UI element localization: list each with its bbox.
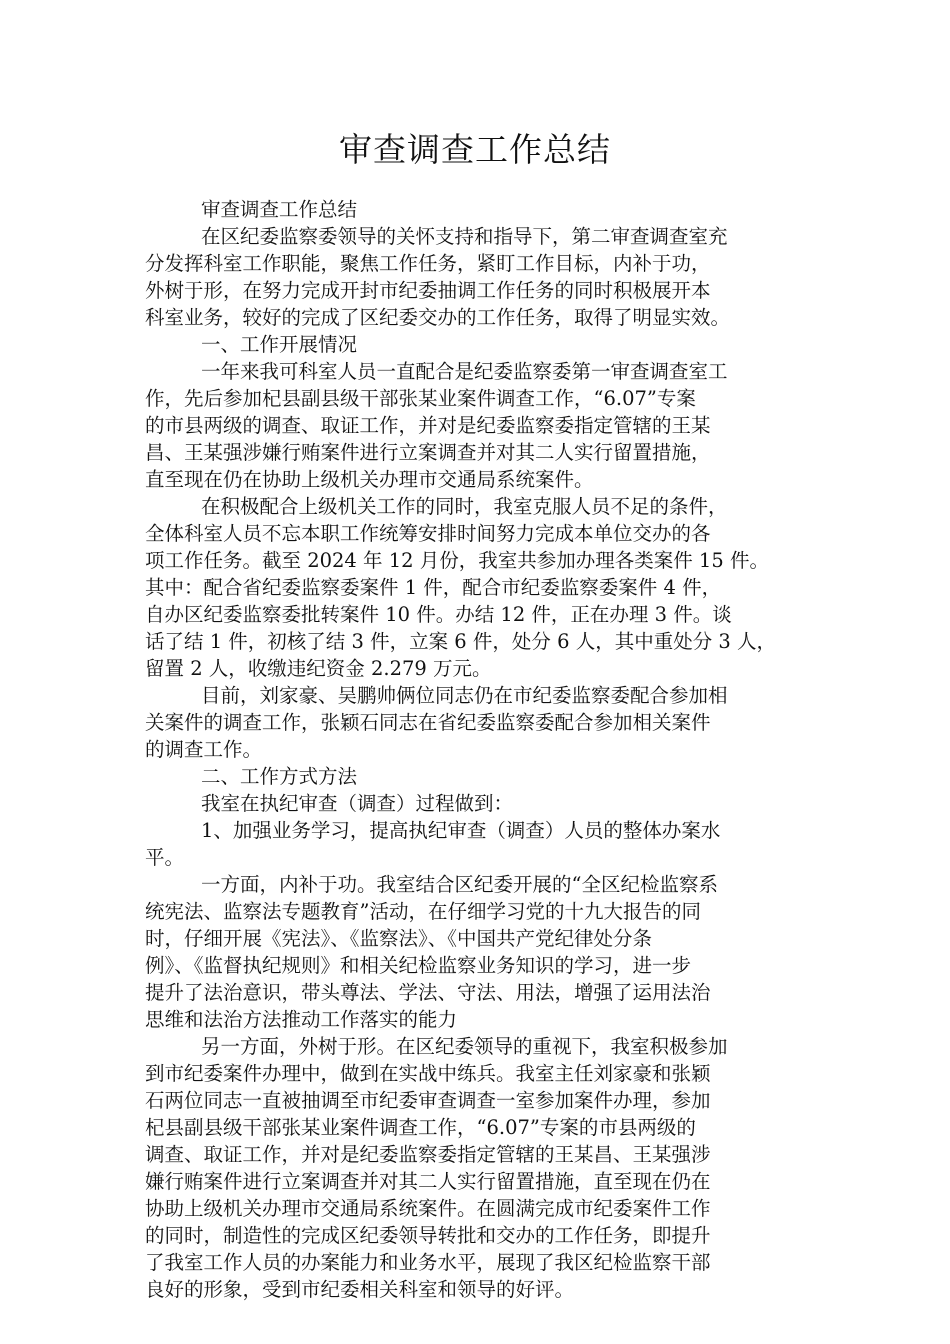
body-text-line: 例》、《监督执纪规则》和相关纪检监察业务知识的学习，进一步 [145, 954, 692, 977]
body-text-line: 一年来我可科室人员一直配合是纪委监察委第一审查调查室工 [201, 360, 728, 383]
body-text-line: 统宪法、监察法专题教育”活动，在仔细学习党的十九大报告的同 [145, 900, 701, 923]
body-text-line: 另一方面，外树于形。在区纪委领导的重视下，我室积极参加 [201, 1035, 728, 1058]
body-text-line: 提升了法治意识，带头尊法、学法、守法、用法，增强了运用法治 [145, 981, 711, 1004]
body-text-line: 二、工作方式方法 [201, 765, 358, 788]
body-text-line: 嫌行贿案件进行立案调查并对其二人实行留置措施，直至现在仍在 [145, 1170, 711, 1193]
document-title: 审查调查工作总结 [339, 130, 611, 169]
body-text-line: 杞县副县级干部张某业案件调查工作，“6.07”专案的市县两级的 [145, 1116, 696, 1139]
body-text-line: 审查调查工作总结 [201, 198, 358, 221]
body-text-line: 昌、王某强涉嫌行贿案件进行立案调查并对其二人实行留置措施， [145, 441, 711, 464]
body-text-line: 一、工作开展情况 [201, 333, 358, 356]
body-text-line: 一方面，内补于功。我室结合区纪委开展的“全区纪检监察系 [201, 873, 718, 896]
body-text-line: 的调查工作。 [145, 738, 263, 761]
body-text-line: 全体科室人员不忘本职工作统筹安排时间努力完成本单位交办的各 [145, 522, 711, 545]
body-text-line: 到市纪委案件办理中，做到在实战中练兵。我室主任刘家豪和张颖 [145, 1062, 711, 1085]
body-text-line: 作，先后参加杞县副县级干部张某业案件调查工作，“6.07”专案 [145, 387, 696, 410]
body-text-line: 直至现在仍在协助上级机关办理市交通局系统案件。 [145, 468, 594, 491]
body-text-line: 外树于形，在努力完成开封市纪委抽调工作任务的同时积极展开本 [145, 279, 711, 302]
body-text-line: 平。 [145, 846, 185, 869]
body-text-line: 的同时，制造性的完成区纪委领导转批和交办的工作任务，即提升 [145, 1224, 711, 1247]
body-text-line: 关案件的调查工作，张颖石同志在省纪委监察委配合参加相关案件 [145, 711, 711, 734]
document-body [145, 196, 809, 1303]
body-text-line: 其中：配合省纪委监察委案件 1 件，配合市纪委监察委案件 4 件， [145, 576, 722, 599]
body-text-line: 的市县两级的调查、取证工作，并对是纪委监察委指定管辖的王某 [145, 414, 711, 437]
body-text-line: 话了结 1 件，初核了结 3 件，立案 6 件，处分 6 人，其中重处分 3 人， [145, 630, 777, 653]
body-text-line: 项工作任务。截至 2024 年 12 月份，我室共参加办理各类案件 15 件。 [145, 549, 769, 572]
body-text-line: 自办区纪委监察委批转案件 10 件。办结 12 件，正在办理 3 件。谈 [145, 603, 732, 626]
body-text-line: 调查、取证工作，并对是纪委监察委指定管辖的王某昌、王某强涉 [145, 1143, 711, 1166]
body-text-line: 在积极配合上级机关工作的同时，我室克服人员不足的条件， [201, 495, 728, 518]
body-text-line: 在区纪委监察委领导的关怀支持和指导下，第二审查调查室充 [201, 225, 728, 248]
body-text-line: 科室业务，较好的完成了区纪委交办的工作任务，取得了明显实效。 [145, 306, 731, 329]
body-text-line: 时，仔细开展《宪法》、《监察法》、《中国共产党纪律处分条 [145, 927, 653, 950]
body-text-line: 思维和法治方法推动工作落实的能力 [145, 1008, 458, 1031]
body-text-line: 1、加强业务学习，提高执纪审查（调查）人员的整体办案水 [201, 819, 721, 842]
body-text-line: 协助上级机关办理市交通局系统案件。在圆满完成市纪委案件工作 [145, 1197, 711, 1220]
body-text-line: 良好的形象，受到市纪委相关科室和领导的好评。 [145, 1278, 575, 1301]
body-text-line: 留置 2 人，收缴违纪资金 2.279 万元。 [145, 657, 492, 680]
body-text-line: 目前，刘家豪、吴鹏帅俩位同志仍在市纪委监察委配合参加相 [201, 684, 728, 707]
body-text-line: 我室在执纪审查（调查）过程做到： [201, 792, 514, 815]
body-text-line: 了我室工作人员的办案能力和业务水平，展现了我区纪检监察干部 [145, 1251, 711, 1274]
body-text-line: 分发挥科室工作职能，聚焦工作任务，紧盯工作目标，内补于功， [145, 252, 711, 275]
body-text-line: 石两位同志一直被抽调至市纪委审查调查一室参加案件办理，参加 [145, 1089, 711, 1112]
